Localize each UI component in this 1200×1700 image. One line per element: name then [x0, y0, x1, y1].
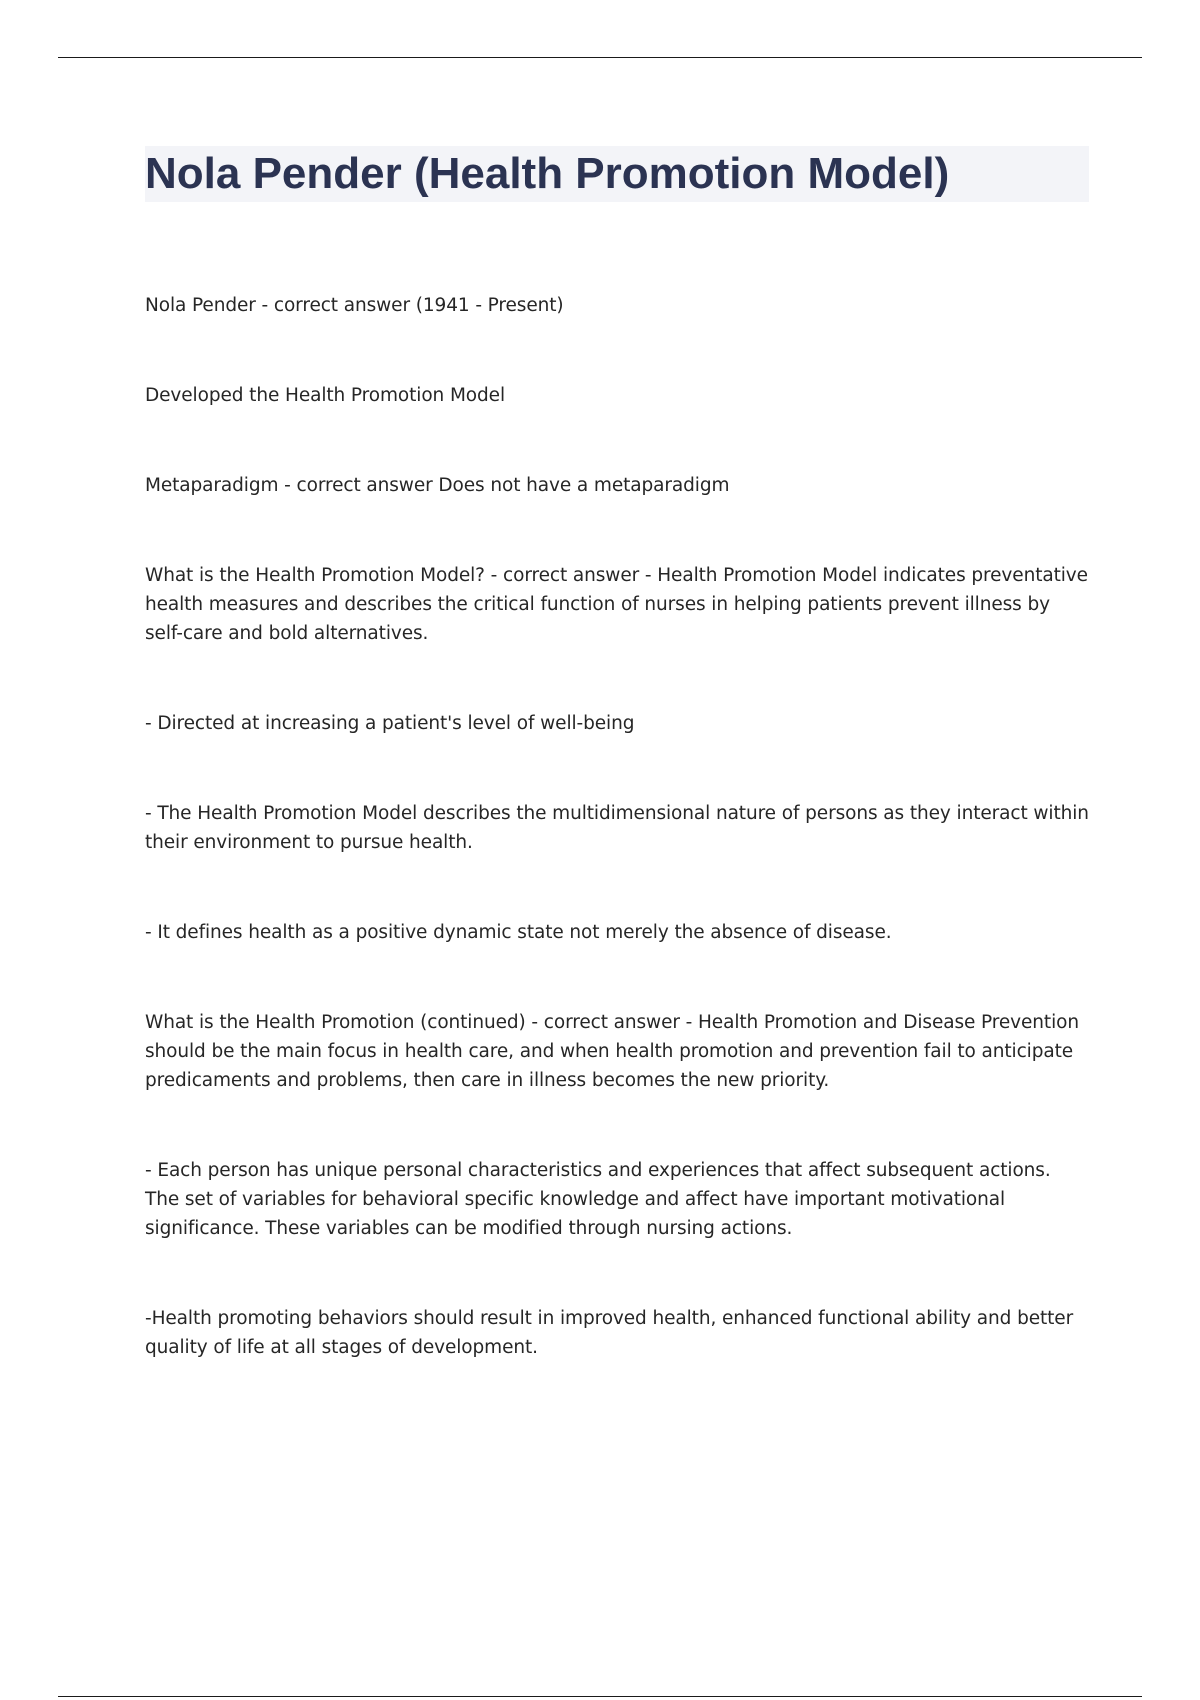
paragraph-continued: What is the Health Promotion (continued) - correct answer - Health Promotion and Disease Prevention should be the main focus in health care, and when health promotion and prevention fail to anticipate predicaments and problems, then care in illness becomes the new priority. [145, 1012, 1079, 1091]
document-body [145, 291, 1090, 1423]
paragraph-multidimensional: - The Health Promotion Model describes the multidimensional nature of persons as they interact within their environment to pursue health. [145, 803, 1089, 853]
bottom-rule [58, 1696, 1142, 1697]
paragraph-well-being: - Directed at increasing a patient's level of well-being [145, 713, 635, 734]
paragraph-what-is-model: What is the Health Promotion Model? - correct answer - Health Promotion Model indicates preventative health measures and describes the critical function of nurses in helping patients prevent illness by self-care and bold alternatives. [145, 565, 1088, 644]
paragraph-nola-pender: Nola Pender - correct answer (1941 - Present) [145, 295, 564, 316]
document-title: Nola Pender (Health Promotion Model) [145, 149, 950, 198]
paragraph-developed-model: Developed the Health Promotion Model [145, 385, 505, 406]
top-rule [58, 57, 1142, 58]
paragraph-metaparadigm: Metaparadigm - correct answer Does not have a metaparadigm [145, 475, 730, 496]
paragraph-personal-characteristics: - Each person has unique personal characteristics and experiences that affect subsequent actions. The set of variables for behavioral specific knowledge and affect have important motivational significance. These variables can be modified through nursing actions. [145, 1160, 1051, 1239]
paragraph-defines-health: - It defines health as a positive dynamic state not merely the absence of disease. [145, 922, 892, 943]
paragraph-health-promoting-behaviors: -Health promoting behaviors should result in improved health, enhanced functional ability and better quality of life at all stages of development. [145, 1308, 1074, 1358]
